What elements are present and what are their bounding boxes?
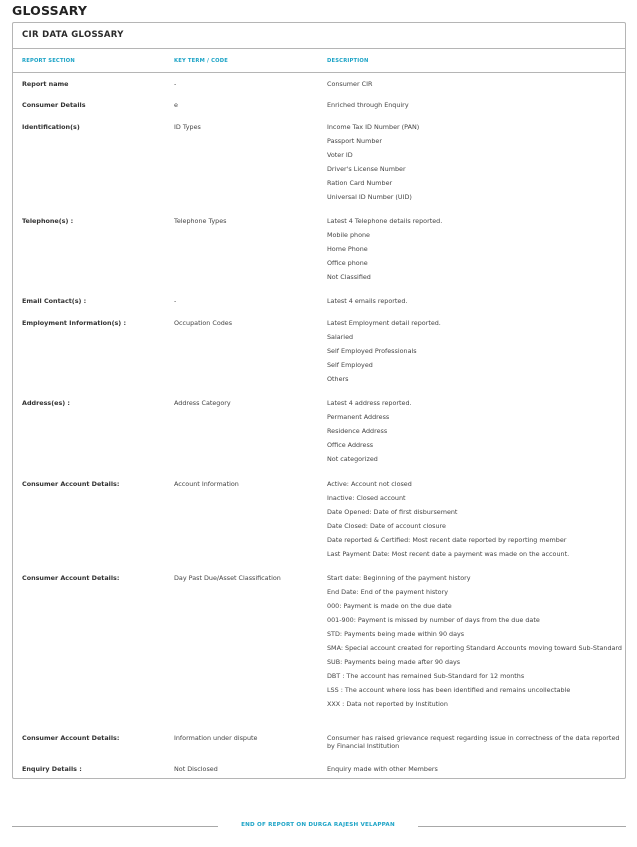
- row-description: [327, 765, 623, 773]
- description-line: Residence Address: [327, 427, 388, 435]
- description-line: Consumer CIR: [327, 80, 373, 88]
- description-line: Voter ID: [327, 151, 353, 159]
- column-header-report-section: REPORT SECTION: [22, 57, 75, 64]
- description-line: Others: [327, 375, 349, 383]
- description-line: Enquiry made with other Members: [327, 765, 438, 773]
- description-line: 001-900: Payment is missed by number of days from the due date: [327, 616, 540, 624]
- description-line: Date reported & Certified: Most recent date reported by reporting member: [327, 536, 567, 544]
- glossary-title: CIR DATA GLOSSARY: [13, 23, 625, 49]
- row-key-term: e: [174, 101, 178, 109]
- row-section: Email Contact(s) :: [22, 297, 87, 305]
- row-key-term: Account Information: [174, 480, 239, 488]
- description-line: Office phone: [327, 259, 368, 267]
- description-line: DBT : The account has remained Sub-Standard for 12 months: [327, 672, 525, 680]
- row-section: Address(es) :: [22, 399, 70, 407]
- description-line: Income Tax ID Number (PAN): [327, 123, 420, 131]
- description-line: Home Phone: [327, 245, 368, 253]
- description-line: Self Employed: [327, 361, 373, 369]
- description-line: End Date: End of the payment history: [327, 588, 449, 596]
- row-key-term: Occupation Codes: [174, 319, 233, 327]
- footer-divider-left: [12, 826, 218, 827]
- end-of-report-footer: [12, 821, 626, 833]
- row-key-term: Telephone Types: [174, 217, 227, 225]
- row-description: [327, 101, 623, 109]
- description-line: Date Opened: Date of first disbursement: [327, 508, 458, 516]
- description-line: STD: Payments being made within 90 days: [327, 630, 465, 638]
- row-section: Consumer Details: [22, 101, 86, 109]
- description-line: Permanent Address: [327, 413, 390, 421]
- footer-divider-right: [418, 826, 626, 827]
- description-line: Passport Number: [327, 137, 382, 145]
- description-line: Self Employed Professionals: [327, 347, 417, 355]
- page-title: GLOSSARY: [12, 3, 88, 18]
- row-key-term: -: [174, 297, 177, 305]
- row-key-term: Not Disclosed: [174, 765, 218, 773]
- row-key-term: Information under dispute: [174, 734, 258, 742]
- description-line: Active: Account not closed: [327, 480, 412, 488]
- row-description: [327, 80, 623, 88]
- row-key-term: -: [174, 80, 177, 88]
- row-section: Telephone(s) :: [22, 217, 74, 225]
- row-section: Consumer Account Details:: [22, 734, 120, 742]
- glossary-table: [12, 22, 626, 779]
- description-line: Enriched through Enquiry: [327, 101, 409, 109]
- row-section: Identification(s): [22, 123, 80, 131]
- row-key-term: Address Category: [174, 399, 231, 407]
- description-line: Date Closed: Date of account closure: [327, 522, 446, 530]
- row-section: Enquiry Details :: [22, 765, 82, 773]
- row-section: Consumer Account Details:: [22, 574, 120, 582]
- description-line: Salaried: [327, 333, 354, 341]
- column-header-row: [13, 49, 625, 73]
- description-line: Latest Employment detail reported.: [327, 319, 441, 327]
- row-description: [327, 217, 623, 281]
- description-line: LSS : The account where loss has been identified and remains uncollectable: [327, 686, 571, 694]
- description-line: Office Address: [327, 441, 374, 449]
- description-line: Inactive: Closed account: [327, 494, 406, 502]
- row-section: Consumer Account Details:: [22, 480, 120, 488]
- description-line: SMA: Special account created for reporting Standard Accounts moving toward Sub-Standard: [327, 644, 622, 652]
- row-description: [327, 734, 623, 750]
- description-line: Mobile phone: [327, 231, 370, 239]
- column-header-description: DESCRIPTION: [327, 57, 369, 64]
- description-line: Not categorized: [327, 455, 378, 463]
- end-of-report-text: END OF REPORT ON DURGA RAJESH VELAPPAN: [241, 822, 395, 828]
- description-line: Last Payment Date: Most recent date a payment was made on the account.: [327, 550, 570, 558]
- row-description: [327, 399, 623, 463]
- row-key-term: Day Past Due/Asset Classification: [174, 574, 281, 582]
- description-line: XXX : Data not reported by Institution: [327, 700, 448, 708]
- row-description: [327, 123, 623, 201]
- description-line: Start date: Beginning of the payment history: [327, 574, 471, 582]
- description-line: Latest 4 address reported.: [327, 399, 412, 407]
- row-description: [327, 319, 623, 383]
- row-key-term: ID Types: [174, 123, 201, 131]
- row-description: [327, 574, 623, 708]
- description-line: Consumer has raised grievance request regarding issue in correctness of the data reported by Financial Institution: [327, 734, 620, 750]
- description-line: Ration Card Number: [327, 179, 393, 187]
- description-line: 000: Payment is made on the due date: [327, 602, 452, 610]
- row-section: Employment Information(s) :: [22, 319, 127, 327]
- row-description: [327, 480, 623, 558]
- row-description: [327, 297, 623, 305]
- description-line: SUB: Payments being made after 90 days: [327, 658, 461, 666]
- description-line: Latest 4 Telephone details reported.: [327, 217, 443, 225]
- description-line: Not Classified: [327, 273, 371, 281]
- description-line: Latest 4 emails reported.: [327, 297, 408, 305]
- description-line: Universal ID Number (UID): [327, 193, 412, 201]
- description-line: Driver's License Number: [327, 165, 406, 173]
- column-header-key-term: KEY TERM / CODE: [174, 57, 228, 64]
- row-section: Report name: [22, 80, 69, 88]
